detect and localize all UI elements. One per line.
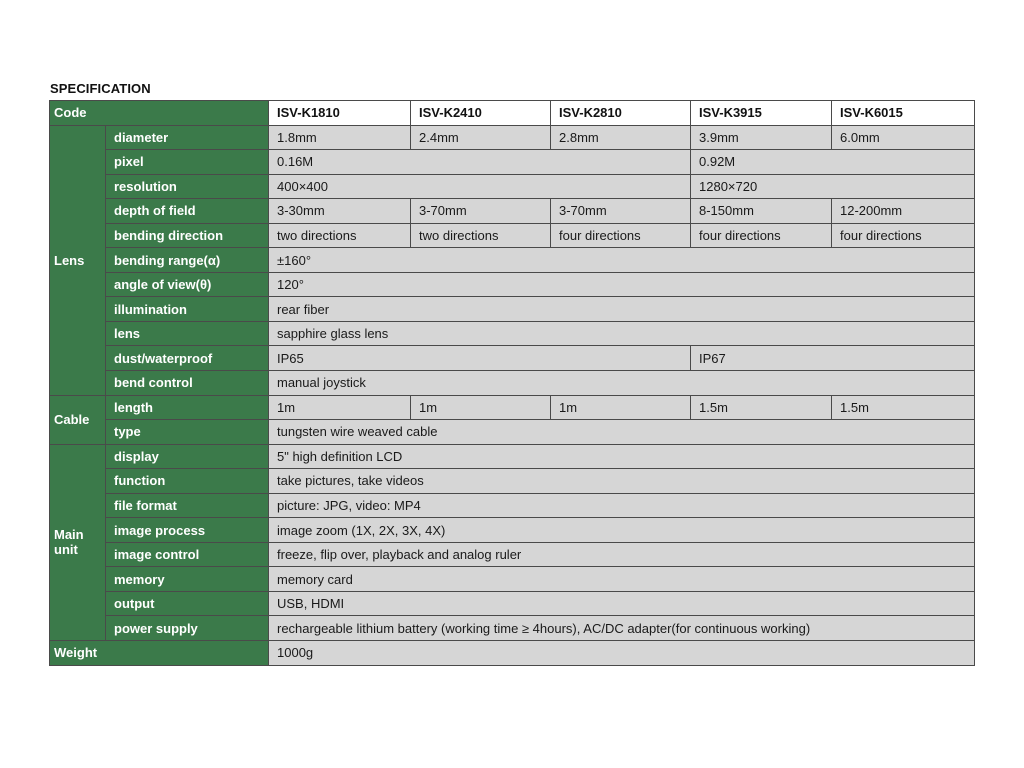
section-label-line: unit <box>54 542 78 558</box>
row-label: lens <box>106 321 269 346</box>
cell-value: 120° <box>269 272 975 297</box>
row-label: type <box>106 420 269 445</box>
cell-value: picture: JPG, video: MP4 <box>269 493 975 518</box>
cell-value: sapphire glass lens <box>269 321 975 346</box>
row-label: dust/waterproof <box>106 346 269 371</box>
row-label: output <box>106 591 269 616</box>
row-label: file format <box>106 493 269 518</box>
row-label: bend control <box>106 371 269 396</box>
row-label: illumination <box>106 297 269 322</box>
cell-value: 3-70mm <box>411 199 551 224</box>
table-row-function <box>50 469 975 494</box>
table-row-image-control <box>50 542 975 567</box>
cell-value: take pictures, take videos <box>269 469 975 494</box>
row-label: bending range(α) <box>106 248 269 273</box>
row-label: bending direction <box>106 223 269 248</box>
cell-value: 3-30mm <box>269 199 411 224</box>
table-row-image-process <box>50 518 975 543</box>
cell-value: freeze, flip over, playback and analog ruler <box>269 542 975 567</box>
cell-value: 5" high definition LCD <box>269 444 975 469</box>
row-label: image control <box>106 542 269 567</box>
table-row-bending-direction <box>50 223 975 248</box>
cell-value: ±160° <box>269 248 975 273</box>
cell-value: 2.4mm <box>411 125 551 150</box>
model-header: ISV-K3915 <box>691 101 832 126</box>
cell-value: 0.16M <box>269 150 691 175</box>
cell-value: 1.5m <box>691 395 832 420</box>
cell-value: four directions <box>832 223 975 248</box>
table-row-code <box>50 101 975 126</box>
table-row-output <box>50 591 975 616</box>
model-header: ISV-K1810 <box>269 101 411 126</box>
cell-value: 6.0mm <box>832 125 975 150</box>
cell-value: two directions <box>269 223 411 248</box>
model-header: ISV-K2410 <box>411 101 551 126</box>
model-header: ISV-K6015 <box>832 101 975 126</box>
table-row-illumination <box>50 297 975 322</box>
cell-value: 1.5m <box>832 395 975 420</box>
cell-value: IP65 <box>269 346 691 371</box>
table-row-file-format <box>50 493 975 518</box>
specification-table <box>49 100 975 666</box>
cell-value: manual joystick <box>269 371 975 396</box>
cell-value: 1m <box>411 395 551 420</box>
section-lens: Lens <box>50 125 106 395</box>
table-row-angle-of-view <box>50 272 975 297</box>
model-header: ISV-K2810 <box>551 101 691 126</box>
row-label: length <box>106 395 269 420</box>
cell-value: memory card <box>269 567 975 592</box>
row-label: image process <box>106 518 269 543</box>
section-label-line: Main <box>54 527 84 543</box>
table-row-pixel <box>50 150 975 175</box>
cell-value: two directions <box>411 223 551 248</box>
table-row-depth-of-field <box>50 199 975 224</box>
cell-value: rechargeable lithium battery (working time ≥ 4hours), AC/DC adapter(for continuous working) <box>269 616 975 641</box>
section-cable: Cable <box>50 395 106 444</box>
cell-value: USB, HDMI <box>269 591 975 616</box>
weight-label: Weight <box>50 641 269 666</box>
table-row-display <box>50 444 975 469</box>
table-row-type <box>50 420 975 445</box>
table-row-memory <box>50 567 975 592</box>
cell-value: 1.8mm <box>269 125 411 150</box>
section-main-unit <box>50 444 106 640</box>
cell-value: rear fiber <box>269 297 975 322</box>
cell-value: IP67 <box>691 346 975 371</box>
cell-value: image zoom (1X, 2X, 3X, 4X) <box>269 518 975 543</box>
cell-value: 1m <box>551 395 691 420</box>
table-row-length <box>50 395 975 420</box>
cell-value: 2.8mm <box>551 125 691 150</box>
cell-value: 1000g <box>269 641 975 666</box>
table-row-power-supply <box>50 616 975 641</box>
row-label: diameter <box>106 125 269 150</box>
cell-value: 8-150mm <box>691 199 832 224</box>
row-label: depth of field <box>106 199 269 224</box>
cell-value: tungsten wire weaved cable <box>269 420 975 445</box>
cell-value: 12-200mm <box>832 199 975 224</box>
cell-value: 3.9mm <box>691 125 832 150</box>
code-label: Code <box>50 101 269 126</box>
page-title: SPECIFICATION <box>50 81 151 96</box>
cell-value: 0.92M <box>691 150 975 175</box>
cell-value: four directions <box>691 223 832 248</box>
table-row-diameter <box>50 125 975 150</box>
row-label: memory <box>106 567 269 592</box>
table-row-dust-waterproof <box>50 346 975 371</box>
row-label: function <box>106 469 269 494</box>
row-label: angle of view(θ) <box>106 272 269 297</box>
table-row-lens <box>50 321 975 346</box>
table-row-resolution <box>50 174 975 199</box>
row-label: display <box>106 444 269 469</box>
row-label: resolution <box>106 174 269 199</box>
row-label: power supply <box>106 616 269 641</box>
table-row-bending-range <box>50 248 975 273</box>
row-label: pixel <box>106 150 269 175</box>
table-row-bend-control <box>50 371 975 396</box>
cell-value: 400×400 <box>269 174 691 199</box>
cell-value: four directions <box>551 223 691 248</box>
table-row-weight <box>50 641 975 666</box>
cell-value: 1280×720 <box>691 174 975 199</box>
cell-value: 3-70mm <box>551 199 691 224</box>
cell-value: 1m <box>269 395 411 420</box>
